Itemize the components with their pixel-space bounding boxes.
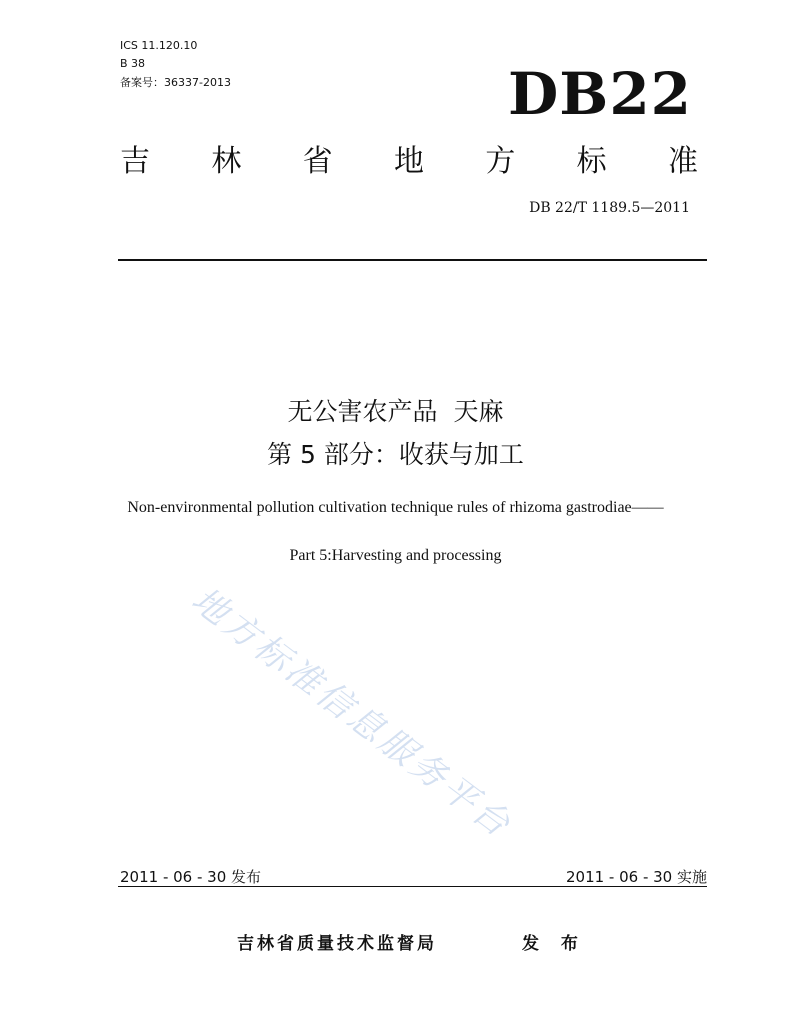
standard-type-char: 准 [667,144,698,179]
db-logo: DB22 [508,60,693,128]
issue-label: 发 布 [522,934,586,954]
title-en-line2: Part 5:Harvesting and processing [289,547,502,564]
issuing-authority: 吉林省质量技术监督局 [237,934,437,954]
standard-type-char: 吉 [120,144,150,179]
footer-divider [118,886,707,887]
watermark: 地方标准信息服务平台 [183,580,520,847]
standard-type-char: 省 [302,144,333,179]
standard-type-char: 林 [211,144,242,179]
classification-code: B 38 [120,57,146,70]
issue-date: 2011 - 06 - 30 发布 [120,868,262,886]
standard-type [120,145,698,179]
implement-date: 2011 - 06 - 30 实施 [565,868,707,886]
title-cn-line1: 无公害农产品 天麻 [287,397,504,426]
ics-code: ICS 11.120.10 [120,39,198,52]
header-divider [118,259,707,261]
record-number: 备案号：36337-2013 [120,76,231,89]
standard-type-char: 方 [485,144,516,179]
standard-number: DB 22/T 1189.5—2011 [529,200,690,216]
title-en-line1: Non-environmental pollution cultivation technique rules of rhizoma gastrodiae—— [127,499,664,516]
title-cn-line2: 第 5 部分：收获与加工 [267,440,524,469]
standard-type-char: 地 [393,144,424,179]
standard-type-char: 标 [576,144,607,179]
